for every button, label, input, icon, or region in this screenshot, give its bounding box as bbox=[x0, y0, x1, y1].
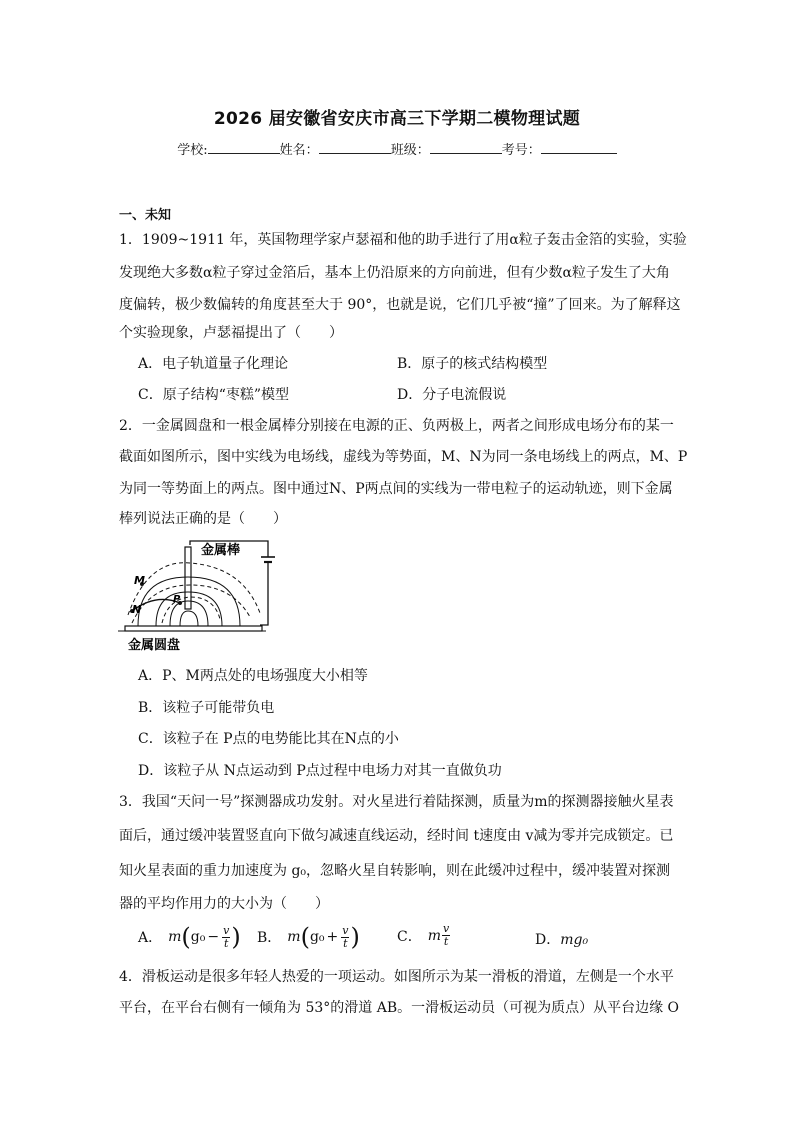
exam-no-blank bbox=[541, 141, 617, 154]
q4-line-1: 4．滑板运动是很多年轻人热爱的一项运动。如图所示为某一滑板的滑道，左侧是一个水平 bbox=[119, 969, 674, 985]
figure-label-m: M bbox=[134, 574, 145, 587]
school-blank bbox=[208, 141, 280, 154]
electric-field-figure bbox=[118, 537, 280, 655]
q1-line-3: 度偏转，极少数偏转的角度甚至大于 90°，也就是说，它们几乎被“撞”了回来。为了解释这 bbox=[119, 297, 681, 313]
q2-line-4: 棒列说法正确的是（ ） bbox=[119, 511, 287, 527]
figure-label-p: P bbox=[173, 594, 181, 605]
figure-label-n: N bbox=[132, 603, 142, 616]
exam-info-row bbox=[0, 139, 794, 158]
q2-line-3: 为同一等势面上的两点。图中通过N、P两点间的实线为一带电粒子的运动轨迹，则下金属 bbox=[119, 481, 673, 497]
q1-line-4: 个实验现象，卢瑟福提出了（ ） bbox=[119, 325, 343, 341]
q3-line-3: 知火星表面的重力加速度为 g₀，忽略火星自转影响，则在此缓冲过程中，缓冲装置对探测 bbox=[119, 863, 671, 879]
q2-option-d: D．该粒子从 N点运动到 P点过程中电场力对其一直做负功 bbox=[138, 763, 502, 779]
q1-line-2: 发现绝大多数α粒子穿过金箔后，基本上仍沿原来的方向前进，但有少数α粒子发生了大角 bbox=[119, 265, 670, 281]
class-blank bbox=[430, 141, 502, 154]
q1-option-c: C．原子结构“枣糕”模型 bbox=[138, 387, 290, 403]
q2-option-c: C．该粒子在 P点的电势能比其在N点的小 bbox=[138, 731, 399, 747]
q1-option-a: A．电子轨道量子化理论 bbox=[138, 356, 289, 372]
figure-label-disc: 金属圆盘 bbox=[128, 638, 181, 653]
q3-line-4: 器的平均作用力的大小为（ ） bbox=[119, 896, 329, 912]
q3-option-b: B． m ( g₀ + $\frac{v}{t}$ ) bbox=[257, 923, 360, 951]
q3-option-c: C． m $\frac{v}{t}$ bbox=[397, 922, 450, 948]
q3-line-2: 面后，通过缓冲装置竖直向下做匀减速直线运动，经时间 t速度由 v减为零并完成锁定。已 bbox=[119, 828, 674, 844]
school-label: 学校: bbox=[177, 143, 208, 158]
page-title: 2026 届安徽省安庆市高三下学期二模物理试题 bbox=[213, 109, 581, 129]
q1-option-d: D．分子电流假说 bbox=[397, 387, 507, 403]
q1-option-b: B．原子的核式结构模型 bbox=[397, 356, 548, 372]
name-label: 姓名： bbox=[279, 143, 319, 158]
name-blank bbox=[319, 141, 391, 154]
class-label: 班级： bbox=[390, 143, 430, 158]
section-heading: 一、未知 bbox=[119, 208, 172, 223]
figure-label-rod: 金属棒 bbox=[201, 543, 241, 558]
q2-option-b: B．该粒子可能带负电 bbox=[138, 700, 275, 716]
q4-line-2: 平台，在平台右侧有一倾角为 53°的滑道 AB。一滑板运动员（可视为质点）从平台边缘 O bbox=[119, 1000, 680, 1016]
q2-option-a: A．P、M两点处的电场强度大小相等 bbox=[138, 668, 368, 684]
q3-option-a: A． m ( g₀ − $\frac{v}{t}$ ) bbox=[138, 923, 241, 951]
q2-line-2: 截面如图所示，图中实线为电场线，虚线为等势面，M、N为同一条电场线上的两点，M、P bbox=[119, 449, 688, 465]
q3-option-d: D．mg₀ bbox=[535, 932, 589, 948]
q2-line-1: 2．一金属圆盘和一根金属棒分别接在电源的正、负两极上，两者之间形成电场分布的某一 bbox=[119, 418, 674, 434]
q3-line-1: 3．我国“天问一号”探测器成功发射。对火星进行着陆探测，质量为m的探测器接触火星表 bbox=[119, 794, 674, 810]
q1-line-1: 1．1909~1911 年，英国物理学家卢瑟福和他的助手进行了用α粒子轰击金箔的实验，实验 bbox=[119, 232, 687, 248]
exam-no-label: 考号： bbox=[501, 143, 541, 158]
